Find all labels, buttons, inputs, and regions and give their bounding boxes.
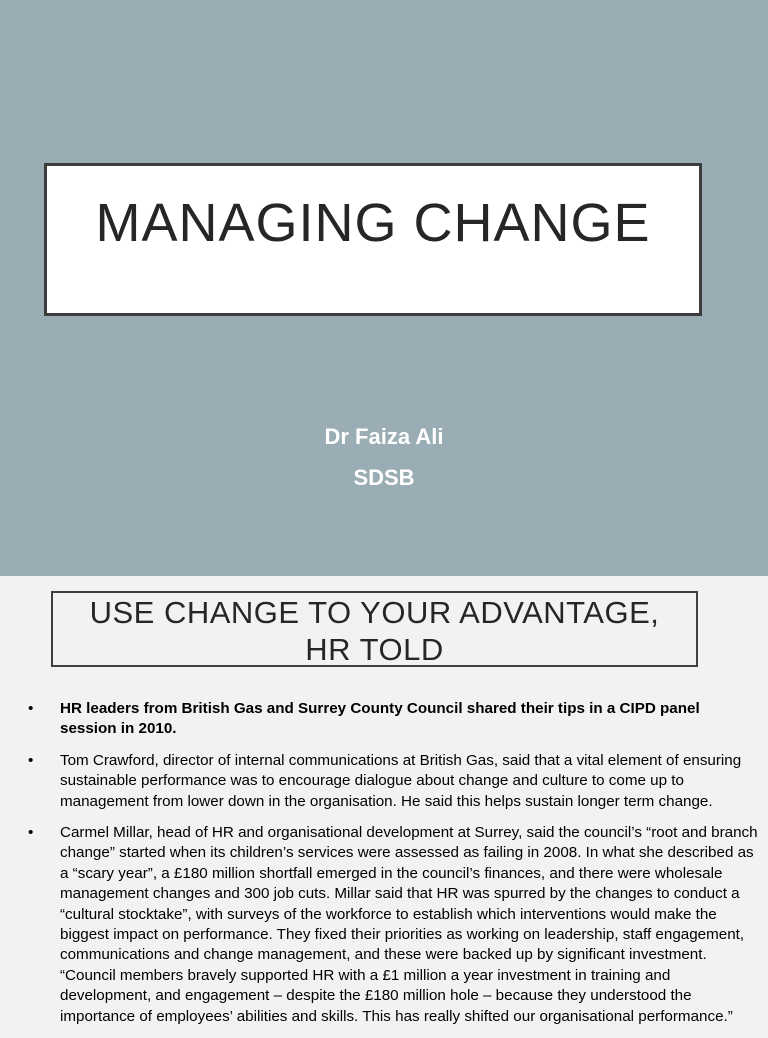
bullet-list xyxy=(28,699,760,1038)
list-item xyxy=(28,751,760,812)
title-box xyxy=(44,163,702,316)
author-name: Dr Faiza Ali xyxy=(324,424,444,449)
list-item xyxy=(28,823,760,1027)
affiliation: SDSB xyxy=(353,465,415,490)
slide-title: MANAGING CHANGE xyxy=(95,193,651,253)
bullet-text: Carmel Millar, head of HR and organisational development at Surrey, said the council’s “root and branch change” started when its children’s services were assessed as failing in 2008. In what she described as a “scary year”, a £180 million shortfall emerged in the council’s finances, and there were wholesale management changes and 300 job cuts. Millar said that HR was spurred by the changes to conduct a “cultural stocktake”, with surveys of the workforce to establish which interventions would make the biggest impact on performance. They fixed their priorities as working on leadership, staff engagement, communications and change management, and these were backed up by significant investment. “Council members bravely supported HR with a £1 million a year investment in training and development, and engagement – despite the £180 million hole – because they understood the importance of employees’ abilities and skills. This has really shifted our organisational performance.” xyxy=(60,824,758,1025)
bullet-text: HR leaders from British Gas and Surrey County Council shared their tips in a CIPD panel session in 2010. xyxy=(60,700,700,738)
list-item xyxy=(28,699,760,740)
content-title-box xyxy=(51,591,698,667)
content-slide xyxy=(0,576,768,1024)
content-title-line-1: USE CHANGE TO YOUR ADVANTAGE, xyxy=(89,595,660,630)
content-title-line-2: HR TOLD xyxy=(305,632,444,667)
bullet-icon: • xyxy=(28,824,34,842)
bullet-text: Tom Crawford, director of internal communications at British Gas, said that a vital element of ensuring sustainable performance was to encourage dialogue about change and culture to come up to management from lower down in the organisation. He said this helps sustain longer term change. xyxy=(60,751,742,810)
bullet-icon: • xyxy=(28,751,34,769)
bullet-icon: • xyxy=(28,700,34,717)
